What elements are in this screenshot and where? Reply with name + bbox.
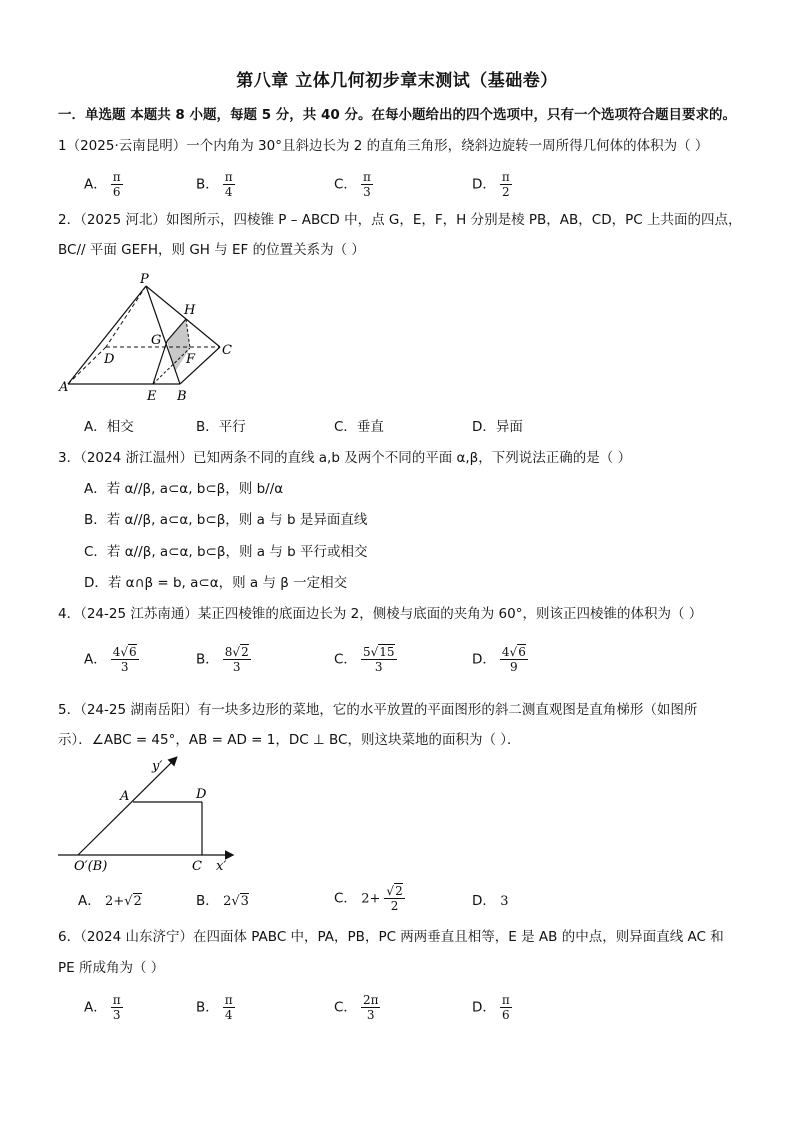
q4-option-c[interactable]: C． $\frac{5√15}{3}$	[334, 645, 395, 674]
q5-option-c[interactable]: C． 2+ $\frac{√2}{2}$	[334, 884, 403, 913]
label-c: C	[192, 859, 202, 874]
q3-option-b[interactable]: B．若 α//β, a⊂α, b⊂β，则 a 与 b 是异面直线	[84, 512, 368, 528]
label-d: D	[104, 352, 115, 367]
question-3-text: 3．（2024 浙江温州）已知两条不同的直线 a,b 及两个不同的平面 α,β，下列说法正确的是（ ）	[58, 450, 632, 466]
question-4-text: 4．（24-25 江苏南通）某正四棱锥的底面边长为 2，侧棱与底面的夹角为 60°，则该正四棱锥的体积为（ ）	[58, 606, 703, 622]
question-5-text-line1: 5．（24-25 湖南岳阳）有一块多边形的菜地，它的水平放置的平面图形的斜二测直观图是直角梯形（如图所	[58, 702, 698, 718]
label-c: C	[222, 343, 232, 358]
q2-option-d[interactable]: D．异面	[472, 419, 523, 435]
q1-option-d[interactable]: D． $\frac{\pi}{2}$	[472, 170, 510, 199]
label-o-b: O′(B)	[74, 859, 108, 874]
page-title: 第八章 立体几何初步章末测试（基础卷）	[236, 71, 558, 91]
label-h: H	[184, 303, 196, 318]
q2-option-a[interactable]: A．相交	[84, 419, 134, 435]
q1-option-c[interactable]: C． $\frac{\pi}{3}$	[334, 170, 371, 199]
question-2-text-line1: 2．（2025 河北）如图所示，四棱锥 P – ABCD 中，点 G，E，F，H 分别是棱 PB，AB，CD，PC 上共面的四点，	[58, 212, 742, 228]
question-6-text-line2: PE 所成角为（ ）	[58, 960, 165, 976]
label-a: A	[120, 789, 130, 804]
edge-ad	[68, 347, 106, 384]
label-x-prime: x′	[216, 859, 227, 874]
question-1-text: 1（2025·云南昆明）一个内角为 30°且斜边长为 2 的直角三角形，绕斜边旋转一周所得几何体的体积为（ ）	[58, 138, 709, 154]
question-5-text-line2: 示）．∠ABC = 45°，AB = AD = 1，DC ⊥ BC，则这块菜地的面积为（ ）．	[58, 732, 521, 748]
q2-option-b[interactable]: B．平行	[196, 419, 246, 435]
question-2-text-line2: BC// 平面 GEFH，则 GH 与 EF 的位置关系为（ ）	[58, 242, 365, 258]
label-y-prime: y′	[152, 759, 163, 774]
label-a: A	[59, 380, 69, 395]
question-6-text-line1: 6．（2024 山东济宁）在四面体 PABC 中，PA，PB，PC 两两垂直且相等，E 是 AB 的中点，则异面直线 AC 和	[58, 929, 724, 945]
q3-option-d[interactable]: D．若 α∩β = b, a⊂α，则 a 与 β 一定相交	[84, 575, 348, 591]
trapezoid-figure	[56, 752, 246, 877]
label-b: B	[177, 389, 187, 404]
q6-option-c[interactable]: C． $\frac{2\pi}{3}$	[334, 993, 379, 1022]
q6-option-d[interactable]: D． $\frac{\pi}{6}$	[472, 993, 510, 1022]
q4-option-a[interactable]: A． $\frac{4√6}{3}$	[84, 645, 137, 674]
label-p: P	[140, 272, 149, 287]
section-header: 一．单选题 本题共 8 小题，每题 5 分，共 40 分。在每小题给出的四个选项中，只有一个选项符合题目要求的。	[58, 107, 736, 123]
q5-option-a[interactable]: A． 2+√2	[78, 893, 142, 909]
q3-option-c[interactable]: C．若 α//β, a⊂α, b⊂β，则 a 与 b 平行或相交	[84, 544, 368, 560]
q4-option-b[interactable]: B． $\frac{8√2}{3}$	[196, 645, 249, 674]
q3-option-a[interactable]: A．若 α//β, a⊂α, b⊂β，则 b//α	[84, 481, 284, 497]
q1-option-a[interactable]: A． $\frac{\pi}{6}$	[84, 170, 121, 199]
q4-option-d[interactable]: D． $\frac{4√6}{9}$	[472, 645, 526, 674]
label-e: E	[147, 389, 157, 404]
label-f: F	[186, 352, 196, 367]
label-d: D	[196, 787, 207, 802]
q6-option-b[interactable]: B． $\frac{\pi}{4}$	[196, 993, 233, 1022]
q2-option-c[interactable]: C．垂直	[334, 419, 384, 435]
label-g: G	[151, 333, 162, 348]
edge-pa	[68, 286, 146, 384]
edge-pd	[106, 286, 146, 347]
q6-option-a[interactable]: A． $\frac{\pi}{3}$	[84, 993, 121, 1022]
q1-option-b[interactable]: B． $\frac{\pi}{4}$	[196, 170, 233, 199]
q5-option-b[interactable]: B． 2√3	[196, 893, 249, 909]
q5-option-d[interactable]: D． 3	[472, 893, 509, 909]
pyramid-figure	[56, 270, 246, 405]
